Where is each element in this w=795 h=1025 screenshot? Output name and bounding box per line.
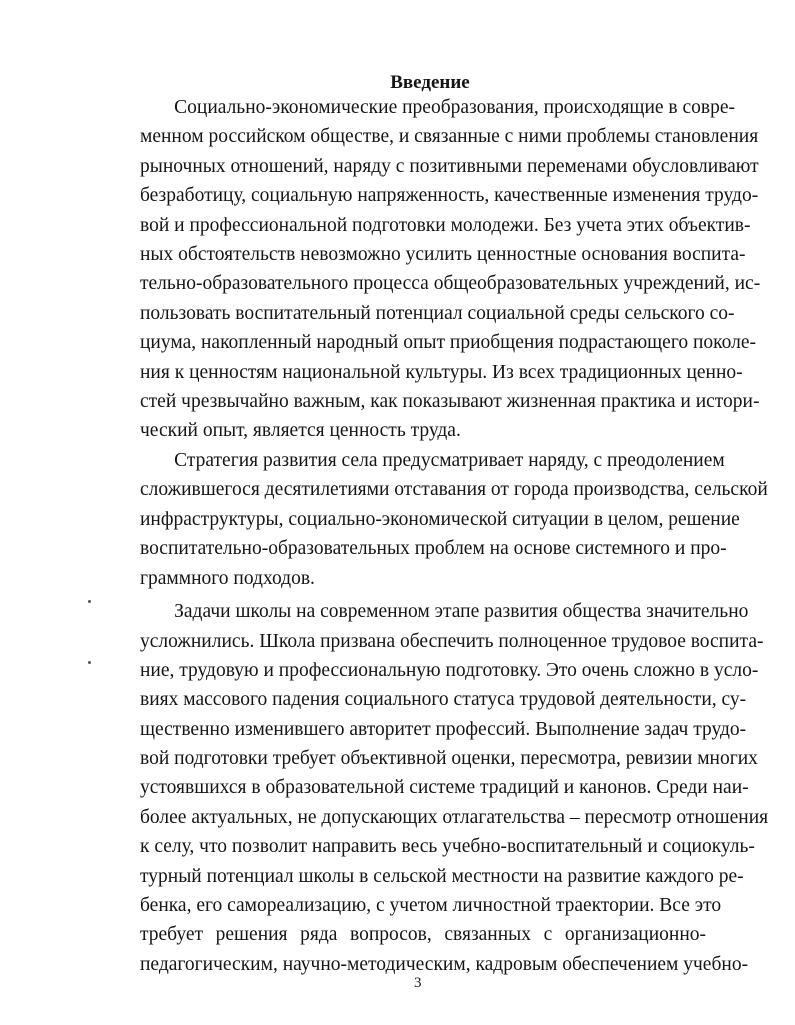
text-line: рыночных отношений, наряду с позитивными переменами обусловливают — [140, 155, 759, 177]
text-line: ния к ценностям национальной культуры. Из всех традиционных ценно- — [140, 361, 743, 383]
text-line: виях массового падения социального статуса трудовой деятельности, су- — [140, 689, 747, 711]
text-line: к селу, что позволит направить весь учебно-воспитательный и социокуль- — [140, 836, 755, 858]
scan-speck — [88, 600, 91, 603]
text-line: турный потенциал школы в сельской местности на развитие каждого ре- — [140, 865, 744, 887]
text-line: граммного подходов. — [140, 567, 315, 589]
text-line: циума, накопленный народный опыт приобщения подрастающего поколе- — [140, 332, 757, 354]
text-line: безработицу, социальную напряженность, качественные изменения трудо- — [140, 185, 759, 207]
text-line: ческий опыт, является ценность труда. — [140, 420, 461, 442]
text-line: щественно изменившего авторитет профессий. Выполнение задач трудо- — [140, 718, 747, 740]
text-line: ных обстоятельств невозможно усилить ценностные основания воспита- — [140, 243, 746, 265]
paragraph-1 — [140, 93, 761, 446]
paragraph-2 — [140, 446, 768, 593]
paragraph-3 — [140, 597, 769, 979]
scan-speck — [88, 661, 91, 664]
page-number: 3 — [414, 975, 422, 991]
text-line: Социально-экономические преобразования, происходящие в совре- — [140, 97, 735, 118]
text-line: сложившегося десятилетиями отставания от города производства, сельской — [140, 479, 768, 501]
text-line: вой подготовки требует объективной оценки, пересмотра, ревизии многих — [140, 748, 758, 770]
text-line: воспитательно-образовательных проблем на основе системного и про- — [140, 538, 727, 560]
text-line: требует решения ряда вопросов, связанных с организационно- — [140, 924, 706, 946]
text-line: вой и профессиональной подготовки молодежи. Без учета этих объектив- — [140, 214, 751, 236]
text-line: усложнились. Школа призвана обеспечить полноценное трудовое воспита- — [140, 630, 764, 652]
text-line: инфраструктуры, социально-экономической ситуации в целом, решение — [140, 508, 740, 530]
text-line: педагогическим, научно-методическим, кадровым обеспечением учебно- — [140, 953, 749, 975]
text-line: пользовать воспитательный потенциал социальной среды сельского со- — [140, 302, 735, 324]
text-line: Задачи школы на современном этапе развития общества значительно — [140, 601, 749, 623]
text-line: устоявшихся в образовательной системе традиций и канонов. Среди наи- — [140, 777, 749, 799]
text-line: Стратегия развития села предусматривает наряду, с преодолением — [140, 450, 725, 472]
text-line: более актуальных, не допускающих отлагательства – пересмотр отношения — [140, 806, 769, 828]
text-line: стей чрезвычайно важным, как показывают жизненная практика и истори- — [140, 390, 760, 412]
body-text — [140, 93, 769, 979]
text-line: ние, трудовую и профессиональную подготовку. Это очень сложно в усло- — [140, 659, 759, 681]
text-line: тельно-образовательного процесса общеобразовательных учреждений, ис- — [140, 273, 761, 295]
section-title: Введение — [390, 72, 470, 93]
text-line: менном российском обществе, и связанные с ними проблемы становления — [140, 126, 759, 148]
text-line: бенка, его самореализацию, с учетом личностной траектории. Все это — [140, 895, 722, 917]
